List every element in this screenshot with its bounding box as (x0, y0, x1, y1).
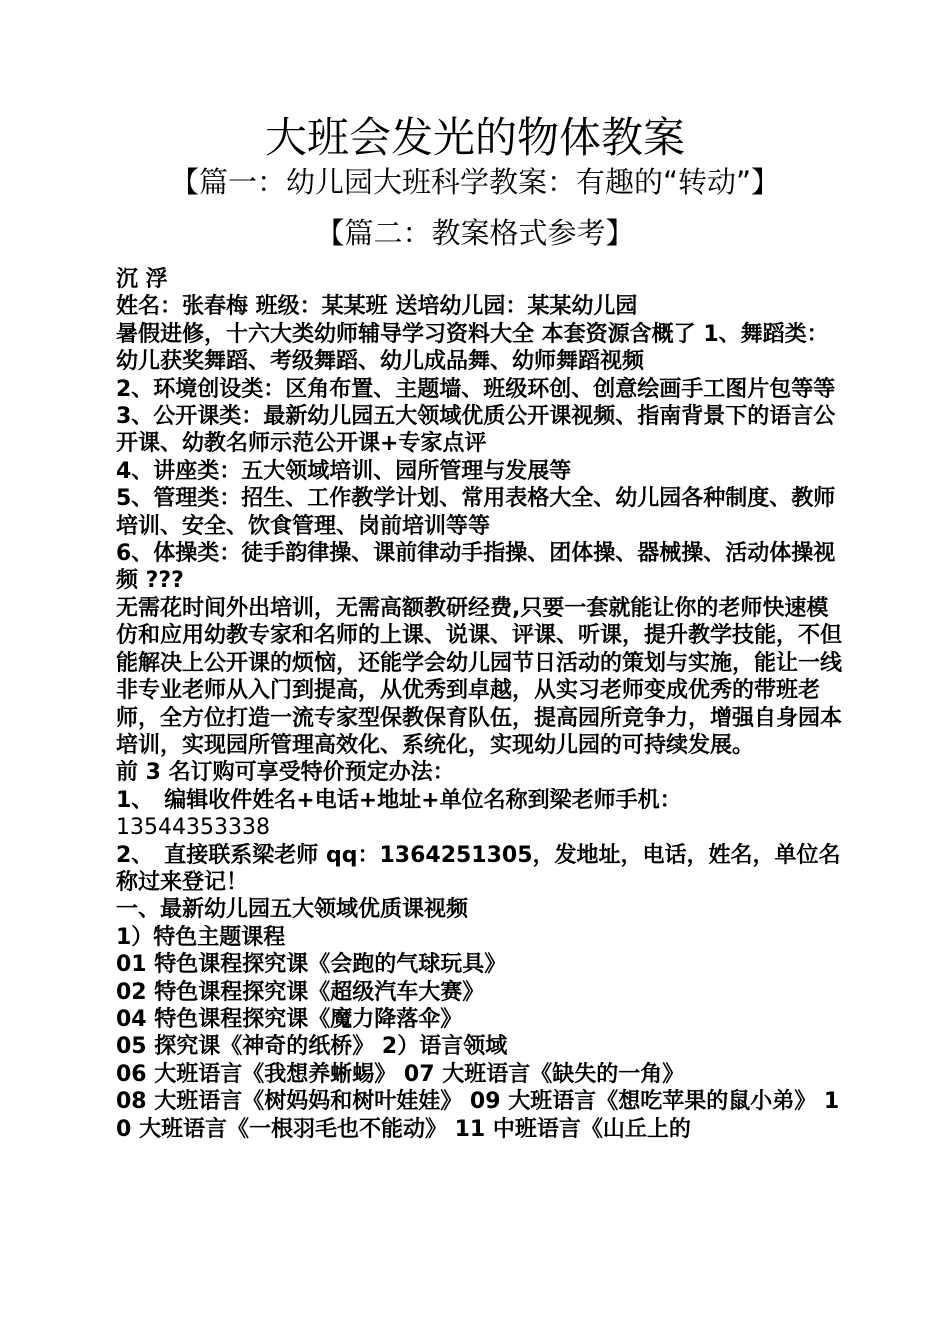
body-line: 前 3 名订购可享受特价预定办法： (116, 760, 455, 786)
body-line: 4、讲座类：五大领域培训、园所管理与发展等 (116, 458, 572, 484)
body-line: 6、体操类：徒手韵律操、课前律动手指操、团体操、器械操、活动体操视频 ??? (116, 541, 836, 594)
subtitle-part-two: 【篇二：教案格式参考】 (315, 216, 635, 250)
body-line: 3、公开课类：最新幼儿园五大领域优质公开课视频、指南背景下的语言公开课、幼教名师示范公开课+专家点评 (116, 404, 836, 457)
body-line: 2、 直接联系梁老师 qq：1364251305，发地址，电话，姓名，单位名称过来登记！ (116, 842, 841, 895)
body-line: 5、管理类：招生、工作教学计划、常用表格大全、幼儿园各种制度、教师培训、安全、饮食管理、岗前培训等等 (116, 486, 836, 539)
section-heading: 一、最新幼儿园五大领域优质课视频 (116, 897, 469, 923)
phone-number: 13544353338 (116, 815, 270, 841)
body-line: 沉 浮 (116, 267, 168, 292)
document-body (116, 266, 846, 1143)
body-line: 05 探究课《神奇的纸桥》 2）语言领域 (116, 1034, 508, 1060)
body-line: 04 特色课程探究课《魔力降落伞》 (116, 1006, 463, 1032)
body-line: 1、 编辑收件姓名+电话+地址+单位名称到梁老师手机： (116, 787, 682, 813)
body-line: 姓名：张春梅 班级：某某班 送培幼儿园：某某幼儿园 (116, 294, 638, 320)
body-line: 02 特色课程探究课《超级汽车大赛》 (116, 979, 485, 1005)
body-line: 1）特色主题课程 (116, 924, 286, 950)
body-line: 2、环境创设类：区角布置、主题墙、班级环创、创意绘画手工图片包等等 (116, 376, 836, 402)
subtitle-part-one: 【篇一：幼儿园大班科学教案：有趣的“转动”】 (169, 165, 781, 199)
document-title: 大班会发光的物体教案 (264, 113, 685, 162)
body-line: 06 大班语言《我想养蜥蜴》 07 大班语言《缺失的一角》 (116, 1061, 685, 1087)
body-line: 01 特色课程探究课《会跑的气球玩具》 (116, 952, 507, 978)
body-line: 无需花时间外出培训，无需高额教研经费,只要一套就能让你的老师快速模仿和应用幼教专家和名师的上课、说课、评课、听课，提升教学技能，不但能解决上公开课的烦恼，还能学会幼儿园节日活动的策划与实施，能让一线非专业老师从入门到提高，从优秀到卓越，从实习老师变成优秀的带班老师，全方位打造一流专家型保教保育队伍，提高园所竞争力，增强自身园本培训，实现园所管理高效化、系统化，实现幼儿园的可持续发展。 (116, 595, 843, 758)
body-line: 08 大班语言《树妈妈和树叶娃娃》 09 大班语言《想吃苹果的鼠小弟》 10 大班语言《一根羽毛也不能动》 11 中班语言《山丘上的 (116, 1089, 840, 1142)
body-line: 暑假进修，十六大类幼师辅导学习资料大全 本套资源含概了 1、舞蹈类：幼儿获奖舞蹈、考级舞蹈、幼儿成品舞、幼师舞蹈视频 (116, 321, 829, 375)
